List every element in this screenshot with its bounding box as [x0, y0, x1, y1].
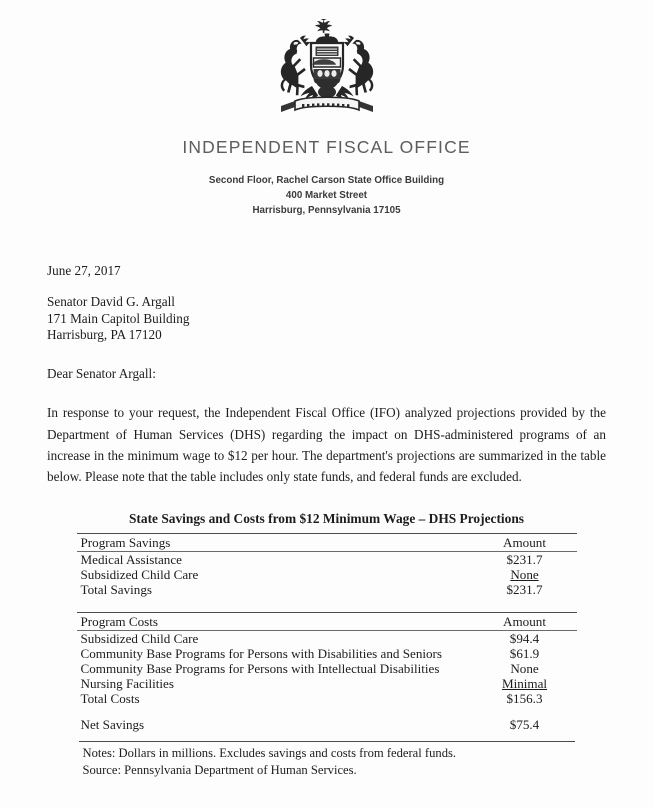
row-amount — [473, 567, 577, 582]
address-line-2: 400 Market Street — [285, 189, 368, 201]
recipient-name: Senator David G. Argall — [47, 293, 175, 309]
address-line-1: Second Floor, Rachel Carson State Office Building — [208, 175, 445, 186]
row-label: Medical Assistance — [80, 551, 182, 567]
row-amount: None — [510, 660, 539, 676]
row-amount: $156.3 — [506, 690, 543, 706]
row-label: Nursing Facilities — [80, 675, 174, 691]
costs-header-label: Program Costs — [77, 612, 473, 630]
address-line-3: Harrisburg, Pennsylvania 17105 — [252, 204, 401, 216]
net-spacer — [77, 706, 577, 717]
row-amount-underlined: None — [510, 566, 539, 582]
table-notes — [79, 742, 575, 779]
table-row — [77, 646, 577, 661]
table-title: State Savings and Costs from $12 Minimum Wage – DHS Projections — [128, 510, 525, 526]
body-paragraph: In response to your request, the Independent Fiscal Office (IFO) analyzed projections provided by the Department of Human Services (DHS) regarding the impact on DHS-administered programs of an increase in the minimum wage to $12 per hour. The department's projections are summarized in the table below. Please note that the table includes only state funds, and federal funds are excluded. — [47, 405, 606, 485]
savings-and-costs-table — [77, 533, 577, 732]
row-label: Community Base Programs for Persons with Disabilities and Seniors — [80, 645, 443, 661]
net-savings-row — [77, 717, 577, 732]
row-amount: $94.4 — [509, 630, 540, 646]
table-row — [77, 567, 577, 582]
savings-header-row — [77, 533, 577, 551]
row-label: Total Savings — [80, 581, 152, 597]
recipient-address — [47, 294, 606, 345]
row-amount: $231.7 — [506, 581, 543, 597]
section-spacer — [77, 597, 577, 613]
letter-date: June 27, 2017 — [47, 262, 121, 278]
address-block — [0, 174, 653, 219]
table-row — [77, 630, 577, 646]
row-label: Community Base Programs for Persons with Intellectual Disabilities — [80, 660, 440, 676]
source-line: Source: Pennsylvania Department of Human Services. — [82, 762, 357, 777]
table-row — [77, 676, 577, 691]
savings-header-label: Program Savings — [77, 533, 473, 551]
row-label: Subsidized Child Care — [80, 566, 199, 582]
table-row — [77, 551, 577, 567]
row-label: Subsidized Child Care — [80, 630, 199, 646]
recipient-street: 171 Main Capitol Building — [47, 310, 190, 326]
net-savings-label: Net Savings — [80, 716, 145, 732]
row-amount: $61.9 — [509, 645, 540, 661]
financial-table-section — [0, 511, 653, 779]
table-row-total — [77, 691, 577, 706]
row-label: Total Costs — [80, 690, 140, 706]
salutation: Dear Senator Argall: — [47, 366, 156, 382]
costs-header-amount: Amount — [473, 612, 577, 630]
savings-header-amount: Amount — [473, 533, 577, 551]
letter-body — [0, 263, 653, 488]
row-amount-underlined: Minimal — [501, 675, 548, 691]
coat-of-arms-seal — [257, 14, 397, 126]
recipient-city: Harrisburg, PA 17120 — [47, 327, 162, 343]
net-savings-amount: $75.4 — [509, 716, 540, 732]
row-amount: $231.7 — [506, 551, 543, 567]
table-row — [77, 661, 577, 676]
table-row-total — [77, 582, 577, 597]
notes-line: Notes: Dollars in millions. Excludes savings and costs from federal funds. — [82, 745, 457, 760]
organization-title: INDEPENDENT FISCAL OFFICE — [182, 137, 471, 157]
row-amount — [473, 676, 577, 691]
costs-header-row — [77, 612, 577, 630]
letterhead — [0, 0, 653, 219]
